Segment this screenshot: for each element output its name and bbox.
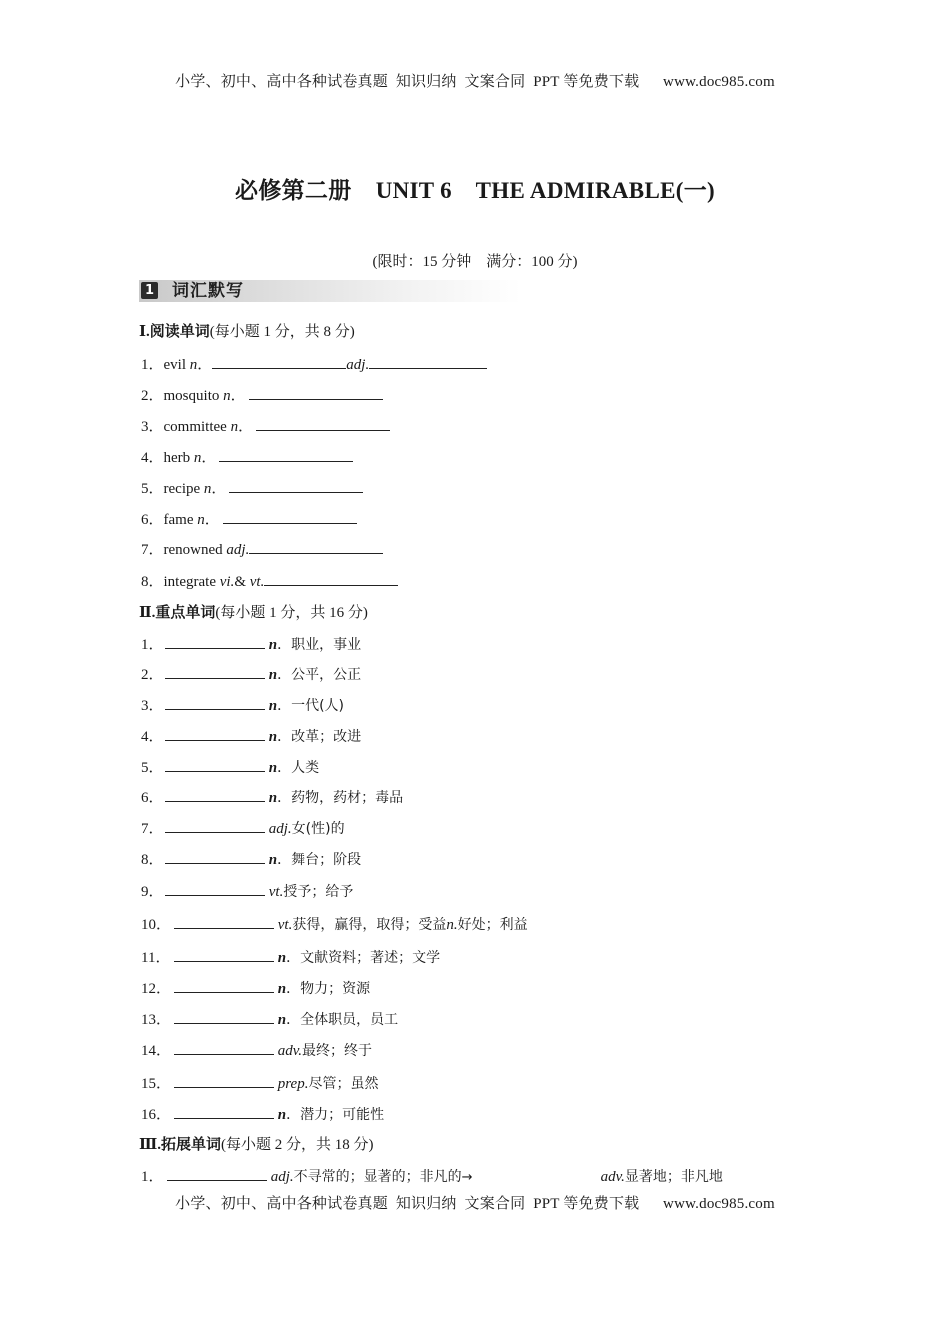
answer-blank[interactable] [249, 385, 383, 400]
answer-blank[interactable] [165, 695, 265, 710]
answer-blank[interactable] [219, 447, 353, 462]
part2-item: 5． n．人类 [141, 757, 319, 778]
answer-blank[interactable] [174, 1104, 274, 1119]
item-word: evil [163, 357, 187, 373]
section-tag-label: 词汇默写 [172, 281, 244, 301]
part2-item: 10． vt.获得，赢得，取得；受益n.好处；利益 [141, 914, 528, 935]
item-word: recipe [163, 481, 201, 497]
answer-blank[interactable] [369, 354, 487, 369]
part2-item: 4． n．改革；改进 [141, 726, 361, 747]
part2-item: 8． n．舞台；阶段 [141, 849, 361, 870]
answer-blank[interactable] [165, 818, 265, 833]
answer-blank[interactable] [165, 664, 265, 679]
part2-item: 7． adj.女(性)的 [141, 818, 345, 839]
part3-heading [139, 1135, 374, 1155]
part2-item: 9． vt.授予；给予 [141, 881, 353, 902]
part2-item: 14． adv.最终；终于 [141, 1040, 372, 1061]
part2-item: 12． n．物力；资源 [141, 978, 370, 999]
part1-item: 8．integrate vi.& vt. [141, 571, 398, 592]
item-word: renowned [163, 542, 223, 558]
answer-blank[interactable] [167, 1166, 267, 1181]
answer-blank[interactable] [174, 1073, 274, 1088]
page-footer-banner: 小学、初中、高中各种试卷真题 知识归纳 文案合同 PPT 等免费下载 www.doc985.com [175, 1196, 775, 1212]
arrow-icon: → [461, 1170, 473, 1185]
part1-item: 2．mosquito n． [141, 385, 383, 406]
part2-heading [139, 603, 368, 623]
answer-blank[interactable] [212, 354, 346, 369]
answer-blank[interactable] [256, 416, 390, 431]
answer-blank[interactable] [174, 1009, 274, 1024]
part1-item: 3．committee n． [141, 416, 390, 437]
time-limit-note: (限时：15 分钟 满分：100 分) [372, 254, 578, 270]
section-tag-vocabulary [139, 280, 521, 302]
answer-blank[interactable] [165, 634, 265, 649]
answer-blank[interactable] [473, 1167, 601, 1181]
part1-item: 5．recipe n． [141, 478, 363, 499]
part1-score: (每小题 1 分，共 8 分) [209, 324, 355, 340]
part3-title: Ⅲ.拓展单词 [139, 1137, 222, 1153]
answer-blank[interactable] [165, 726, 265, 741]
part2-item: 6． n．药物，药材；毒品 [141, 787, 403, 808]
part3-score: (每小题 2 分，共 18 分) [221, 1137, 374, 1153]
answer-blank[interactable] [264, 571, 398, 586]
part1-item: 1．evil n． adj. [141, 354, 487, 375]
answer-blank[interactable] [174, 1040, 274, 1055]
section-number-icon: 1 [141, 282, 158, 299]
part2-item: 3． n．一代(人) [141, 695, 344, 716]
part2-item: 11． n．文献资料；著述；文学 [141, 947, 440, 968]
part2-item: 16． n．潜力；可能性 [141, 1104, 384, 1125]
part2-title: Ⅱ.重点单词 [139, 605, 216, 621]
part1-heading [139, 322, 355, 342]
answer-blank[interactable] [223, 509, 357, 524]
answer-blank[interactable] [165, 757, 265, 772]
item-word: mosquito [163, 388, 220, 404]
part2-item: 15． prep.尽管；虽然 [141, 1073, 378, 1094]
part3-item: 1． adj.不寻常的；显著的；非凡的→ adv.显著地；非凡地 [141, 1166, 723, 1188]
part1-item: 6．fame n． [141, 509, 357, 530]
part2-item: 1． n．职业，事业 [141, 634, 361, 655]
part1-item: 7．renowned adj. [141, 539, 383, 560]
part1-item: 4．herb n． [141, 447, 353, 468]
answer-blank[interactable] [229, 478, 363, 493]
item-word: integrate [163, 574, 216, 590]
answer-blank[interactable] [165, 787, 265, 802]
item-word: herb [163, 450, 191, 466]
answer-blank[interactable] [165, 849, 265, 864]
answer-blank[interactable] [165, 881, 265, 896]
part2-item: 13． n．全体职员，员工 [141, 1009, 398, 1030]
part2-score: (每小题 1 分，共 16 分) [215, 605, 368, 621]
part1-title: Ⅰ.阅读单词 [139, 324, 210, 340]
answer-blank[interactable] [174, 978, 274, 993]
page-header-banner: 小学、初中、高中各种试卷真题 知识归纳 文案合同 PPT 等免费下载 www.doc985.com [175, 74, 775, 90]
answer-blank[interactable] [249, 539, 383, 554]
part2-item: 2． n．公平，公正 [141, 664, 361, 685]
document-title: 必修第二册 UNIT 6 THE ADMIRABLE(一) [235, 178, 715, 203]
item-word: committee [163, 419, 227, 435]
answer-blank[interactable] [174, 914, 274, 929]
answer-blank[interactable] [174, 947, 274, 962]
item-word: fame [163, 512, 194, 528]
